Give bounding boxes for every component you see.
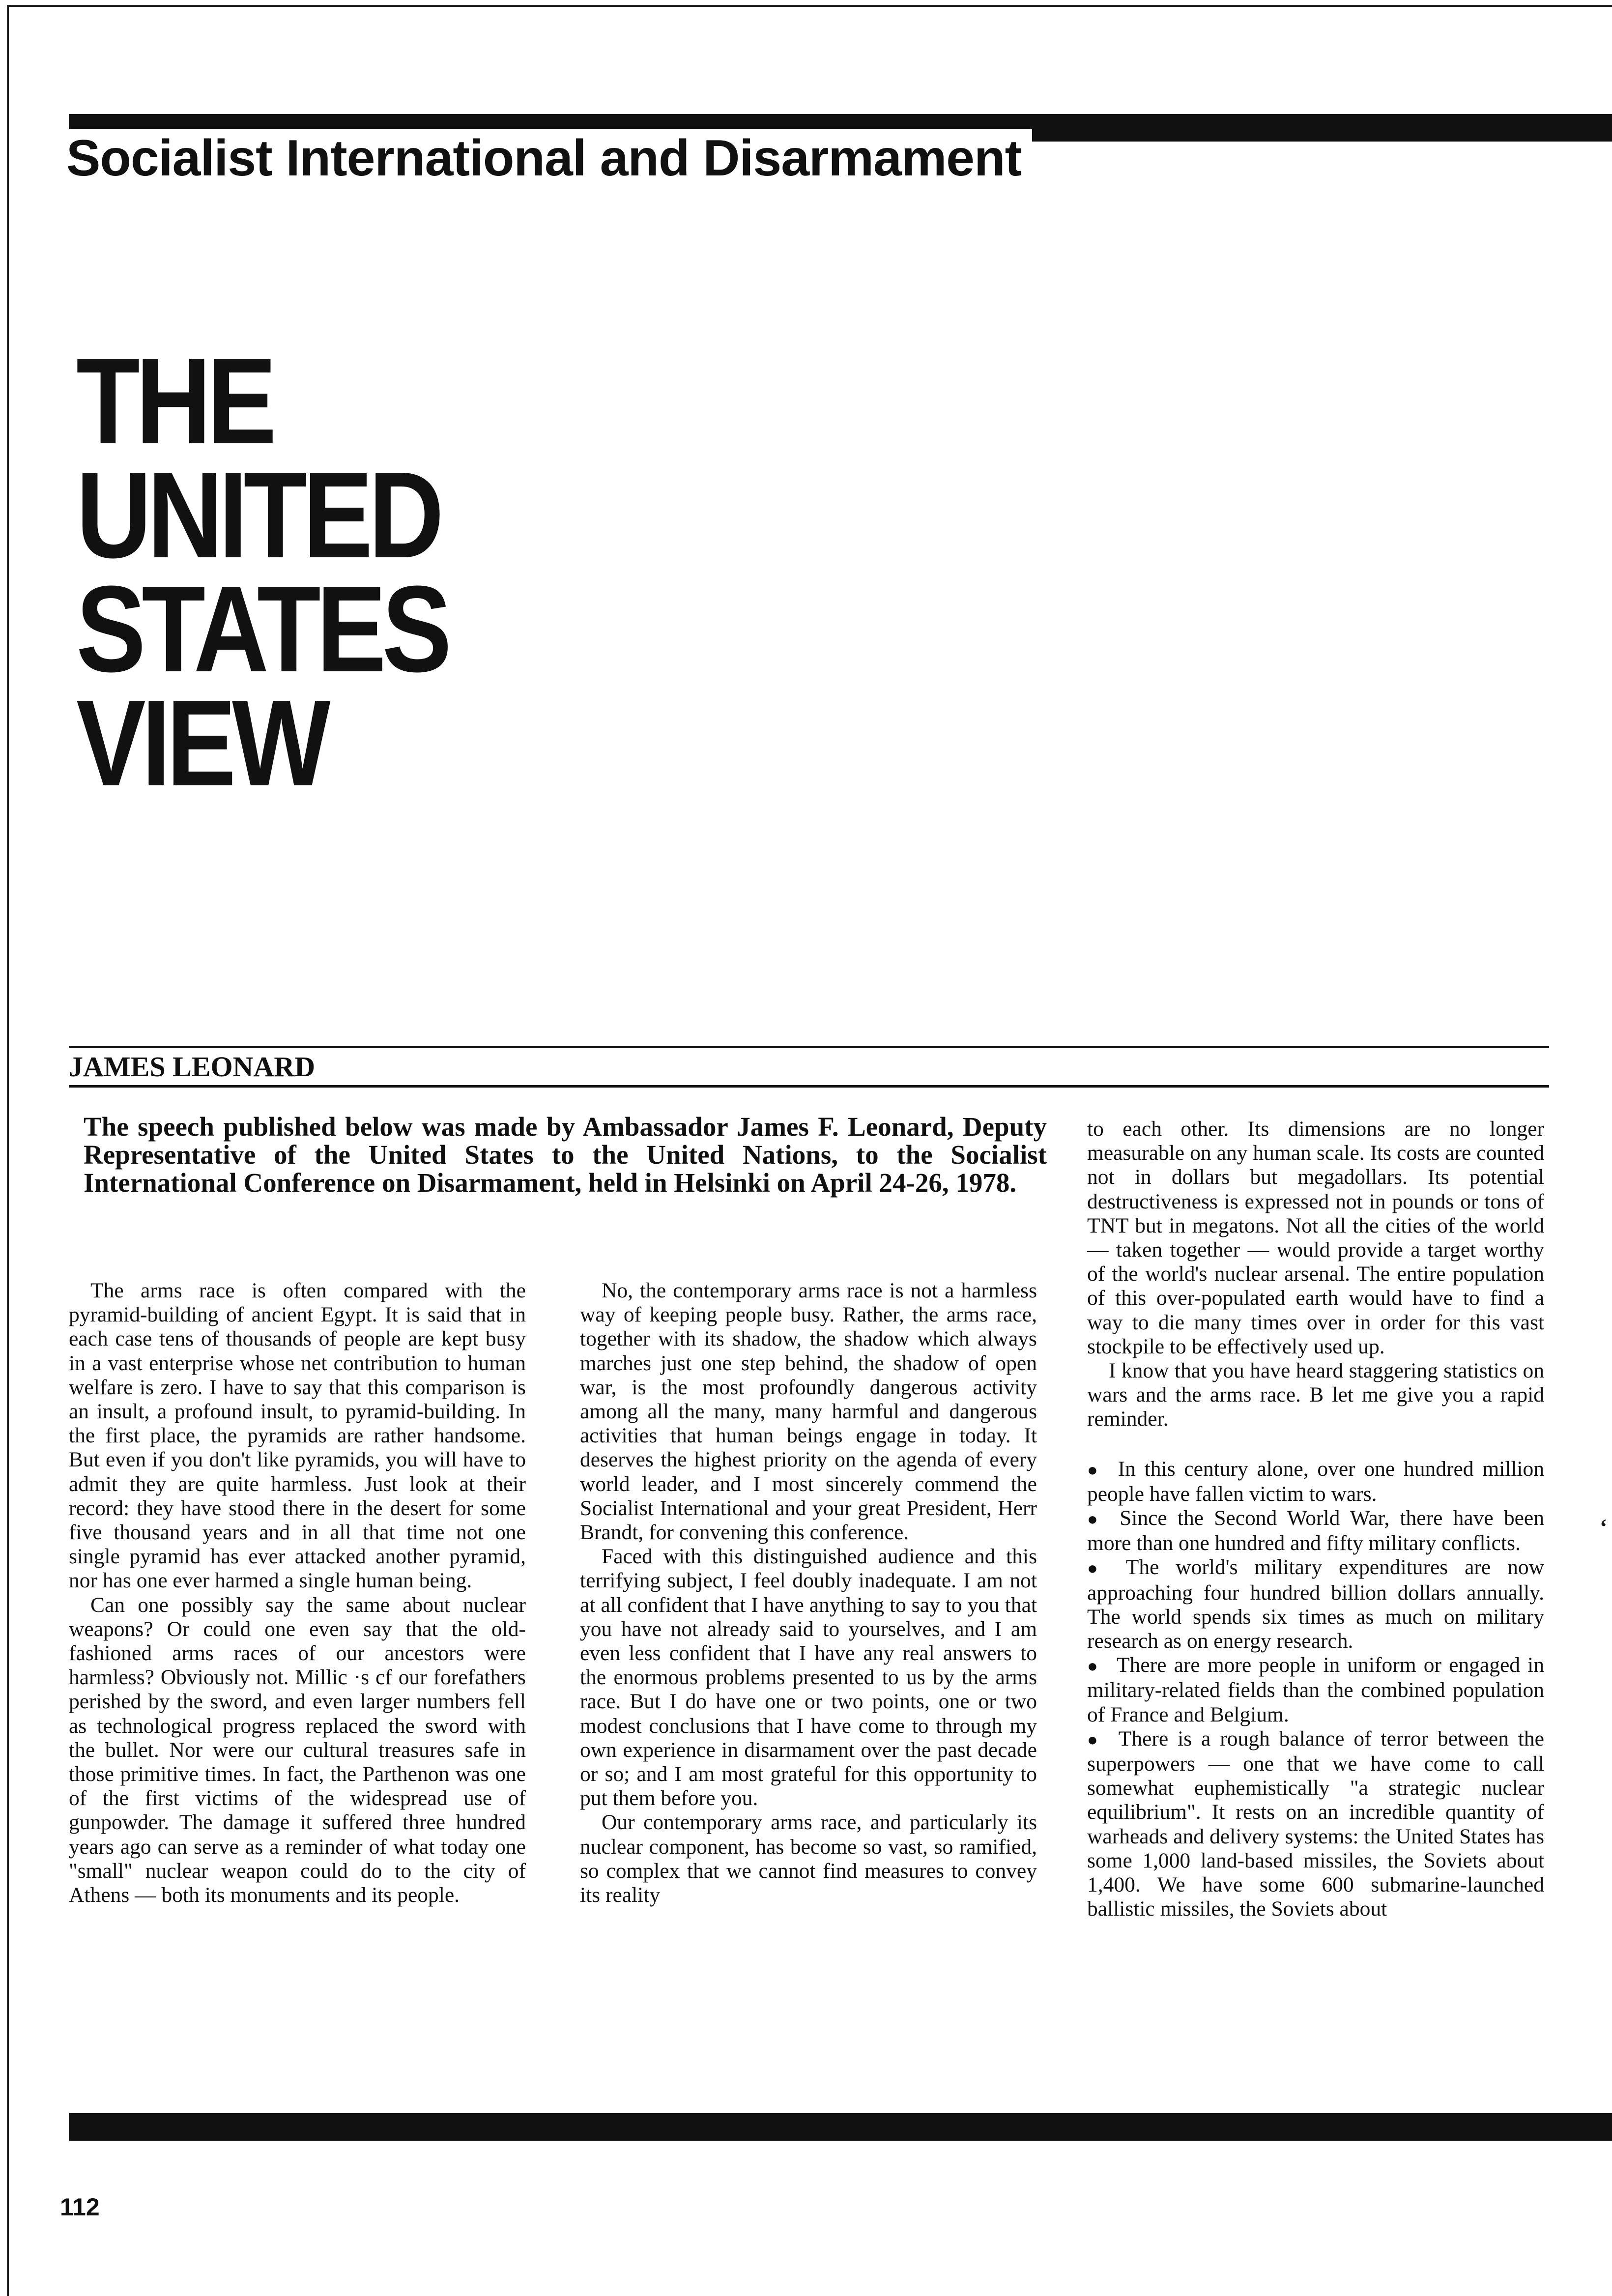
headline-line: UNITED STATES [76, 446, 448, 697]
page-number: 112 [60, 2193, 100, 2221]
body-column-1 [69, 1279, 526, 1907]
bullet-item [1087, 1555, 1544, 1653]
bullet-icon: ● [1087, 1509, 1103, 1529]
paragraph: to each other. Its dimensions are no longer measurable on any human scale. Its costs are counted not in dollars but megadollars. Its potential destructiveness is expressed not in pounds or tons of TNT but in megatons. Not all the cities of the world — taken together — would provide a target worthy of the world's nuclear arsenal. The entire population of this over-populated earth would have to find a way to die many times over in order for this vast stockpile to be effectively used up. [1087, 1117, 1544, 1358]
footer-rule [69, 2113, 1612, 2141]
body-column-2 [580, 1279, 1037, 1907]
bullet-text: There are more people in uniform or engaged in military-related fields than the combined population of France and Belgium. [1087, 1653, 1544, 1726]
bullet-item [1087, 1727, 1544, 1922]
bullet-icon: ● [1087, 1460, 1101, 1480]
bullet-item [1087, 1653, 1544, 1727]
headline-line: VIEW [76, 674, 327, 811]
headline-line: THE [76, 332, 273, 469]
margin-mark: ‘ [1600, 1514, 1608, 1539]
standfirst: The speech published below was made by Ambassador James F. Leonard, Deputy Representative of the United States to the United Nations, to the Socialist International Conference on Disarmament, held in Helsinki on April 24-26, 1978. [84, 1112, 1047, 1198]
body-column-3 [1087, 1117, 1544, 1922]
bullet-icon: ● [1087, 1729, 1102, 1750]
bullet-text: The world's military expenditures are now approaching four hundred billion dollars annually. The world spends six times as much on military research as on energy research. [1087, 1555, 1544, 1653]
paragraph: The arms race is often compared with the pyramid-building of ancient Egypt. It is said that in each case tens of thousands of people are kept busy in a vast enterprise whose net contribution to human welfare is zero. I have to say that this comparison is an insult, a profound insult, to pyramid-building. In the first place, the pyramids are rather handsome. But even if you don't like pyramids, you will have to admit they are quite harmless. Just look at their record: they have stood there in the desert for some five thousand years and in all that time not one single pyramid has ever attacked another pyramid, nor has one ever harmed a single human being. [69, 1279, 526, 1593]
bullet-icon: ● [1087, 1656, 1100, 1676]
spacer [1087, 1432, 1544, 1457]
author-rule-bottom [69, 1085, 1549, 1088]
paragraph: Faced with this distinguished audience and this terrifying subject, I feel doubly inadequate. I am not at all confident that I have anything to say to you that you have not already said to yourselves, and I am even less confident that I have any real answers to the enormous problems presented to us by the arms race. But I do have one or two points, one or two modest conclusions that I have come to through my own experience in disarmament over the past decade or so; and I am most grateful for this opportunity to put them before you. [580, 1545, 1037, 1810]
bullet-item [1087, 1506, 1544, 1555]
article-headline [76, 332, 786, 811]
bullet-text: There is a rough balance of terror between the superpowers — one that we have come to call somewhat euphemistically "a strategic nuclear equilibrium". It rests on an incredible quantity of warheads and delivery systems: the United States has some 1,000 land-based missiles, the Soviets about 1,400. We have some 600 submarine-launched ballistic missiles, the Soviets about [1087, 1726, 1544, 1921]
paragraph: No, the contemporary arms race is not a harmless way of keeping people busy. Rather, the arms race, together with its shadow, the shadow which always marches just one step behind, the shadow of open war, is the most profoundly dangerous activity among all the many, many harmful and dangerous activities that human beings engage in today. It deserves the highest priority on the agenda of every world leader, and I most sincerely commend the Socialist International and your great President, Herr Brandt, for convening this conference. [580, 1279, 1037, 1545]
bullet-item [1087, 1457, 1544, 1506]
paragraph: I know that you have heard staggering statistics on wars and the arms race. B let me give you a rapid reminder. [1087, 1359, 1544, 1431]
paragraph: Can one possibly say the same about nuclear weapons? Or could one even say that the old-fashioned arms races of our ancestors were harmless? Obviously not. Millic ·s cf our forefathers perished by the sword, and even larger numbers fell as technological progress replaced the sword with the bullet. Nor were our cultural treasures safe in those primitive times. In fact, the Parthenon was one of the first victims of the widespread use of gunpowder. The damage it suffered three hundred years ago can serve as a reminder of what today one "small" nuclear weapon could do to the city of Athens — both its monuments and its people. [69, 1593, 526, 1907]
author-rule-top [69, 1046, 1549, 1048]
page-edge-left [7, 5, 9, 2296]
bullet-text: In this century alone, over one hundred million people have fallen victim to wars. [1087, 1457, 1545, 1506]
page-edge-top [7, 5, 1612, 7]
bullet-text: Since the Second World War, there have been more than one hundred and fifty military conflicts. [1087, 1506, 1544, 1555]
bullet-icon: ● [1087, 1558, 1109, 1578]
author-byline: JAMES LEONARD [69, 1051, 316, 1083]
section-title: Socialist International and Disarmament [66, 129, 1032, 188]
paragraph: Our contemporary arms race, and particularly its nuclear component, has become so vast, so ramified, so complex that we cannot find measures to convey its reality [580, 1810, 1037, 1907]
